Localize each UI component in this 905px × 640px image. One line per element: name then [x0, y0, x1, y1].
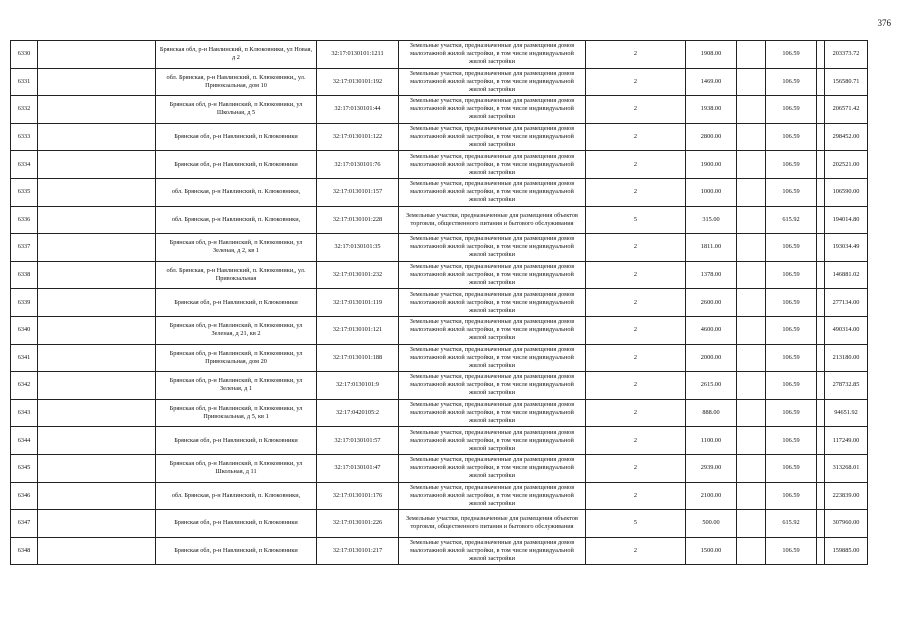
area-cell: 2000.00: [686, 344, 737, 372]
land-use-cell: Земельные участки, предназначенные для размещения домов малоэтажной жилой застройки, в том числе индивидуальной жилой застройки: [399, 399, 586, 427]
cadastral-value-cell: 193034.49: [825, 234, 868, 262]
use-code-cell: 2: [586, 537, 686, 565]
spacer-cell: [38, 344, 156, 372]
specific-value-cell: 106.59: [766, 68, 817, 96]
spacer-cell: [737, 316, 766, 344]
cadastral-number-cell: 32:17:0130101:122: [317, 123, 399, 151]
row-number-cell: 6346: [11, 482, 38, 510]
specific-value-cell: 106.59: [766, 41, 817, 69]
table-row: [11, 372, 868, 400]
row-number-cell: 6335: [11, 178, 38, 206]
area-cell: 2939.00: [686, 454, 737, 482]
address-cell: Брянская обл, р-н Навлинский, п Клюковники, ул Зеленая, д 21, кв 2: [156, 316, 317, 344]
spacer-cell: [38, 482, 156, 510]
cadastral-value-cell: 146881.02: [825, 261, 868, 289]
area-cell: 1938.00: [686, 96, 737, 124]
spacer-cell: [38, 261, 156, 289]
land-use-cell: Земельные участки, предназначенные для размещения объектов торговли, общественного питания и бытового обслуживания: [399, 510, 586, 538]
use-code-cell: 2: [586, 427, 686, 455]
cadastral-number-cell: 32:17:0130101:188: [317, 344, 399, 372]
area-cell: 4600.00: [686, 316, 737, 344]
spacer-cell: [38, 41, 156, 69]
table-row: [11, 316, 868, 344]
area-cell: 2615.00: [686, 372, 737, 400]
spacer-cell: [737, 96, 766, 124]
area-cell: 315.00: [686, 206, 737, 234]
spacer-cell: [38, 234, 156, 262]
land-use-cell: Земельные участки, предназначенные для размещения домов малоэтажной жилой застройки, в том числе индивидуальной жилой застройки: [399, 427, 586, 455]
row-number-cell: 6338: [11, 261, 38, 289]
spacer-cell: [38, 123, 156, 151]
spacer-cell: [817, 510, 825, 538]
spacer-cell: [817, 261, 825, 289]
row-number-cell: 6333: [11, 123, 38, 151]
specific-value-cell: 106.59: [766, 537, 817, 565]
cadastral-value-cell: 206571.42: [825, 96, 868, 124]
table-row: [11, 234, 868, 262]
area-cell: 888.00: [686, 399, 737, 427]
cadastral-number-cell: 32:17:0130101:121: [317, 316, 399, 344]
cadastral-value-cell: 490314.00: [825, 316, 868, 344]
use-code-cell: 2: [586, 234, 686, 262]
area-cell: 1100.00: [686, 427, 737, 455]
specific-value-cell: 106.59: [766, 427, 817, 455]
use-code-cell: 2: [586, 178, 686, 206]
cadastral-value-cell: 202521.00: [825, 151, 868, 179]
address-cell: обл. Брянская, р-н Навлинский, п. Клюковники,: [156, 178, 317, 206]
address-cell: обл. Брянская, р-н Навлинский, п. Клюковники,: [156, 206, 317, 234]
spacer-cell: [38, 289, 156, 317]
specific-value-cell: 106.59: [766, 234, 817, 262]
spacer-cell: [737, 178, 766, 206]
row-number-cell: 6347: [11, 510, 38, 538]
spacer-cell: [737, 289, 766, 317]
land-use-cell: Земельные участки, предназначенные для размещения домов малоэтажной жилой застройки, в том числе индивидуальной жилой застройки: [399, 289, 586, 317]
land-use-cell: Земельные участки, предназначенные для размещения домов малоэтажной жилой застройки, в том числе индивидуальной жилой застройки: [399, 344, 586, 372]
spacer-cell: [737, 454, 766, 482]
spacer-cell: [737, 68, 766, 96]
table-row: [11, 261, 868, 289]
land-use-cell: Земельные участки, предназначенные для размещения домов малоэтажной жилой застройки, в том числе индивидуальной жилой застройки: [399, 96, 586, 124]
spacer-cell: [737, 510, 766, 538]
specific-value-cell: 106.59: [766, 482, 817, 510]
table-row: [11, 289, 868, 317]
spacer-cell: [817, 206, 825, 234]
use-code-cell: 2: [586, 454, 686, 482]
spacer-cell: [817, 454, 825, 482]
use-code-cell: 2: [586, 41, 686, 69]
cadastral-number-cell: 32:17:0130101:228: [317, 206, 399, 234]
cadastral-number-cell: 32:17:0130101:57: [317, 427, 399, 455]
spacer-cell: [38, 96, 156, 124]
land-use-cell: Земельные участки, предназначенные для размещения домов малоэтажной жилой застройки, в том числе индивидуальной жилой застройки: [399, 454, 586, 482]
spacer-cell: [38, 151, 156, 179]
cadastral-value-cell: 194014.80: [825, 206, 868, 234]
spacer-cell: [817, 123, 825, 151]
cadastral-value-cell: 156580.71: [825, 68, 868, 96]
cadastral-number-cell: 32:17:0130101:192: [317, 68, 399, 96]
area-cell: 2100.00: [686, 482, 737, 510]
table-row: [11, 399, 868, 427]
cadastral-number-cell: 32:17:0130101:47: [317, 454, 399, 482]
table-row: [11, 96, 868, 124]
cadastral-value-cell: 223839.00: [825, 482, 868, 510]
use-code-cell: 2: [586, 68, 686, 96]
spacer-cell: [737, 482, 766, 510]
use-code-cell: 5: [586, 510, 686, 538]
area-cell: 2600.00: [686, 289, 737, 317]
table-body: [11, 41, 868, 565]
spacer-cell: [817, 537, 825, 565]
use-code-cell: 2: [586, 399, 686, 427]
use-code-cell: 2: [586, 123, 686, 151]
table-row: [11, 178, 868, 206]
row-number-cell: 6345: [11, 454, 38, 482]
spacer-cell: [38, 178, 156, 206]
spacer-cell: [817, 316, 825, 344]
use-code-cell: 2: [586, 316, 686, 344]
address-cell: Брянская обл, р-н Навлинский, п Клюковники, ул Зеленая, д 2, кв 1: [156, 234, 317, 262]
cadastral-value-cell: 213180.00: [825, 344, 868, 372]
table-row: [11, 344, 868, 372]
area-cell: 1469.00: [686, 68, 737, 96]
area-cell: 1500.00: [686, 537, 737, 565]
spacer-cell: [737, 344, 766, 372]
cadastral-value-cell: 94651.92: [825, 399, 868, 427]
spacer-cell: [737, 234, 766, 262]
cadastral-value-table: [10, 40, 868, 565]
use-code-cell: 2: [586, 261, 686, 289]
cadastral-number-cell: 32:17:0130101:44: [317, 96, 399, 124]
cadastral-number-cell: 32:17:0130101:226: [317, 510, 399, 538]
address-cell: Брянская обл, р-н Навлинский, п Клюковники: [156, 123, 317, 151]
spacer-cell: [38, 427, 156, 455]
cadastral-number-cell: 32:17:0130101:119: [317, 289, 399, 317]
land-use-cell: Земельные участки, предназначенные для размещения объектов торговли, общественного питания и бытового обслуживания: [399, 206, 586, 234]
land-use-cell: Земельные участки, предназначенные для размещения домов малоэтажной жилой застройки, в том числе индивидуальной жилой застройки: [399, 68, 586, 96]
spacer-cell: [38, 454, 156, 482]
specific-value-cell: 615.92: [766, 206, 817, 234]
row-number-cell: 6341: [11, 344, 38, 372]
address-cell: Брянская обл, р-н Навлинский, п Клюковники: [156, 289, 317, 317]
specific-value-cell: 106.59: [766, 454, 817, 482]
cadastral-value-cell: 203373.72: [825, 41, 868, 69]
spacer-cell: [737, 261, 766, 289]
specific-value-cell: 106.59: [766, 123, 817, 151]
specific-value-cell: 106.59: [766, 96, 817, 124]
cadastral-value-cell: 278732.85: [825, 372, 868, 400]
spacer-cell: [737, 427, 766, 455]
spacer-cell: [817, 234, 825, 262]
spacer-cell: [817, 96, 825, 124]
row-number-cell: 6343: [11, 399, 38, 427]
cadastral-value-cell: 307960.00: [825, 510, 868, 538]
row-number-cell: 6342: [11, 372, 38, 400]
address-cell: обл. Брянская, р-н Навлинский, п. Клюковники,: [156, 482, 317, 510]
use-code-cell: 2: [586, 482, 686, 510]
address-cell: Брянская обл, р-н Навлинский, п Клюковники, ул Зеленая, д 1: [156, 372, 317, 400]
land-use-cell: Земельные участки, предназначенные для размещения домов малоэтажной жилой застройки, в том числе индивидуальной жилой застройки: [399, 41, 586, 69]
land-use-cell: Земельные участки, предназначенные для размещения домов малоэтажной жилой застройки, в том числе индивидуальной жилой застройки: [399, 123, 586, 151]
address-cell: Брянская обл, р-н Навлинский, п Клюковники: [156, 151, 317, 179]
use-code-cell: 2: [586, 96, 686, 124]
address-cell: Брянская обл, р-н Навлинский, п Клюковники, ул Привокзальная, д 5, кв 1: [156, 399, 317, 427]
table-row: [11, 68, 868, 96]
spacer-cell: [737, 372, 766, 400]
spacer-cell: [38, 537, 156, 565]
spacer-cell: [817, 41, 825, 69]
address-cell: обл. Брянская, р-н Навлинский, п. Клюковники,, ул. Привокзальная, дом 10: [156, 68, 317, 96]
cadastral-value-cell: 159885.00: [825, 537, 868, 565]
address-cell: обл. Брянская, р-н Навлинский, п. Клюковники,, ул. Привокзальная: [156, 261, 317, 289]
table-row: [11, 482, 868, 510]
cadastral-number-cell: 32:17:0130101:217: [317, 537, 399, 565]
specific-value-cell: 106.59: [766, 372, 817, 400]
spacer-cell: [737, 206, 766, 234]
area-cell: 1811.00: [686, 234, 737, 262]
spacer-cell: [737, 151, 766, 179]
specific-value-cell: 615.92: [766, 510, 817, 538]
row-number-cell: 6348: [11, 537, 38, 565]
row-number-cell: 6331: [11, 68, 38, 96]
cadastral-value-cell: 117249.00: [825, 427, 868, 455]
specific-value-cell: 106.59: [766, 261, 817, 289]
spacer-cell: [817, 427, 825, 455]
spacer-cell: [737, 537, 766, 565]
row-number-cell: 6337: [11, 234, 38, 262]
specific-value-cell: 106.59: [766, 399, 817, 427]
cadastral-number-cell: 32:17:0130101:9: [317, 372, 399, 400]
specific-value-cell: 106.59: [766, 178, 817, 206]
use-code-cell: 2: [586, 372, 686, 400]
spacer-cell: [817, 68, 825, 96]
table-row: [11, 537, 868, 565]
table-row: [11, 123, 868, 151]
table-row: [11, 151, 868, 179]
land-use-cell: Земельные участки, предназначенные для размещения домов малоэтажной жилой застройки, в том числе индивидуальной жилой застройки: [399, 234, 586, 262]
land-use-cell: Земельные участки, предназначенные для размещения домов малоэтажной жилой застройки, в том числе индивидуальной жилой застройки: [399, 316, 586, 344]
spacer-cell: [817, 178, 825, 206]
cadastral-number-cell: 32:17:0130101:1211: [317, 41, 399, 69]
spacer-cell: [817, 482, 825, 510]
use-code-cell: 2: [586, 151, 686, 179]
cadastral-number-cell: 32:17:0130101:157: [317, 178, 399, 206]
address-cell: Брянская обл, р-н Навлинский, п Клюковники, ул Новая, д 2: [156, 41, 317, 69]
table-row: [11, 427, 868, 455]
row-number-cell: 6334: [11, 151, 38, 179]
address-cell: Брянская обл, р-н Навлинский, п Клюковники, ул Привокзальная, дом 20: [156, 344, 317, 372]
land-use-cell: Земельные участки, предназначенные для размещения домов малоэтажной жилой застройки, в том числе индивидуальной жилой застройки: [399, 151, 586, 179]
specific-value-cell: 106.59: [766, 151, 817, 179]
use-code-cell: 2: [586, 289, 686, 317]
spacer-cell: [38, 510, 156, 538]
cadastral-value-cell: 313268.01: [825, 454, 868, 482]
spacer-cell: [817, 372, 825, 400]
address-cell: Брянская обл, р-н Навлинский, п Клюковники: [156, 510, 317, 538]
cadastral-number-cell: 32:17:0130101:232: [317, 261, 399, 289]
area-cell: 500.00: [686, 510, 737, 538]
spacer-cell: [817, 399, 825, 427]
spacer-cell: [737, 41, 766, 69]
spacer-cell: [38, 372, 156, 400]
spacer-cell: [737, 123, 766, 151]
cadastral-value-cell: 277134.00: [825, 289, 868, 317]
table-row: [11, 41, 868, 69]
land-use-cell: Земельные участки, предназначенные для размещения домов малоэтажной жилой застройки, в том числе индивидуальной жилой застройки: [399, 372, 586, 400]
page-number: 376: [877, 18, 891, 28]
cadastral-value-cell: 298452.00: [825, 123, 868, 151]
land-use-cell: Земельные участки, предназначенные для размещения домов малоэтажной жилой застройки, в том числе индивидуальной жилой застройки: [399, 178, 586, 206]
spacer-cell: [737, 399, 766, 427]
row-number-cell: 6344: [11, 427, 38, 455]
row-number-cell: 6336: [11, 206, 38, 234]
table-row: [11, 206, 868, 234]
spacer-cell: [38, 399, 156, 427]
cadastral-number-cell: 32:17:0130101:176: [317, 482, 399, 510]
spacer-cell: [817, 289, 825, 317]
address-cell: Брянская обл, р-н Навлинский, п Клюковники, ул Школьная, д 11: [156, 454, 317, 482]
spacer-cell: [817, 151, 825, 179]
table-row: [11, 510, 868, 538]
specific-value-cell: 106.59: [766, 316, 817, 344]
cadastral-number-cell: 32:17:0420105:2: [317, 399, 399, 427]
land-use-cell: Земельные участки, предназначенные для размещения домов малоэтажной жилой застройки, в том числе индивидуальной жилой застройки: [399, 537, 586, 565]
use-code-cell: 5: [586, 206, 686, 234]
row-number-cell: 6332: [11, 96, 38, 124]
cadastral-number-cell: 32:17:0130101:76: [317, 151, 399, 179]
address-cell: Брянская обл, р-н Навлинский, п Клюковники: [156, 427, 317, 455]
use-code-cell: 2: [586, 344, 686, 372]
area-cell: 1908.00: [686, 41, 737, 69]
address-cell: Брянская обл, р-н Навлинский, п Клюковники, ул Школьная, д 5: [156, 96, 317, 124]
specific-value-cell: 106.59: [766, 289, 817, 317]
area-cell: 1378.00: [686, 261, 737, 289]
cadastral-number-cell: 32:17:0130101:35: [317, 234, 399, 262]
spacer-cell: [38, 68, 156, 96]
row-number-cell: 6330: [11, 41, 38, 69]
spacer-cell: [38, 316, 156, 344]
address-cell: Брянская обл, р-н Навлинский, п Клюковники: [156, 537, 317, 565]
spacer-cell: [817, 344, 825, 372]
table-row: [11, 454, 868, 482]
specific-value-cell: 106.59: [766, 344, 817, 372]
area-cell: 2800.00: [686, 123, 737, 151]
row-number-cell: 6339: [11, 289, 38, 317]
area-cell: 1000.00: [686, 178, 737, 206]
row-number-cell: 6340: [11, 316, 38, 344]
land-use-cell: Земельные участки, предназначенные для размещения домов малоэтажной жилой застройки, в том числе индивидуальной жилой застройки: [399, 482, 586, 510]
cadastral-value-cell: 106590.00: [825, 178, 868, 206]
land-use-cell: Земельные участки, предназначенные для размещения домов малоэтажной жилой застройки, в том числе индивидуальной жилой застройки: [399, 261, 586, 289]
spacer-cell: [38, 206, 156, 234]
area-cell: 1900.00: [686, 151, 737, 179]
